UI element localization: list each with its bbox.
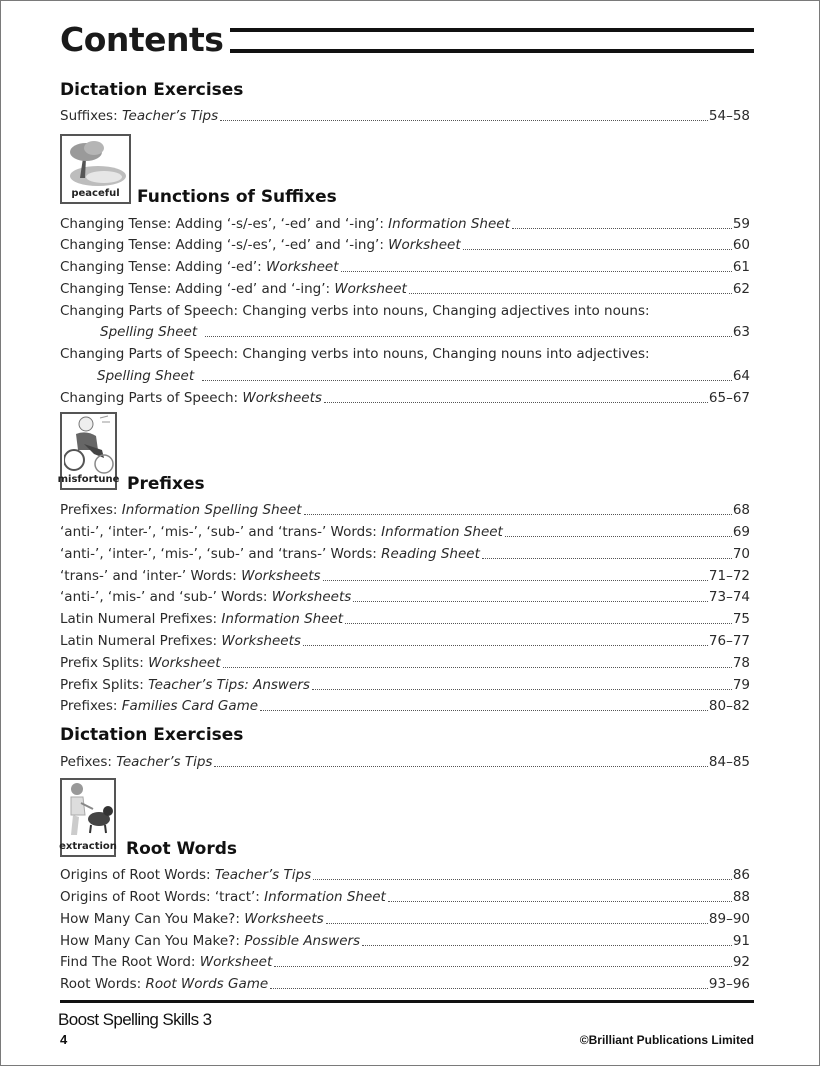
toc-entry-pages: 68 [732,502,750,518]
toc-entry[interactable] [60,631,750,651]
boy-on-bicycle-illustration [64,414,114,474]
dot-leader [341,270,732,272]
toc-entry-title: ‘anti-’, ‘inter-’, ‘mis-’, ‘sub-’ and ‘trans-’ Words: Information Sheet [60,524,503,540]
boy-with-dog-illustration [63,781,113,841]
toc-entry-title: Changing Parts of Speech: Worksheets [60,390,322,406]
title-rule-top [230,28,754,32]
dot-leader [353,600,708,602]
toc-entry[interactable] [60,865,750,885]
dot-leader [505,535,732,537]
icon-label: misfortune [57,474,120,485]
toc-entry-pages: 60 [732,237,750,253]
dot-leader [312,688,732,690]
footer-rule [60,1000,754,1003]
dot-leader [313,878,732,880]
section-heading-dictation-exercises: Dictation Exercises [60,725,244,745]
dot-leader [463,248,732,250]
toc-entry[interactable] [60,696,750,716]
toc-entry-title: ‘anti-’, ‘mis-’ and ‘sub-’ Words: Worksheets [60,589,352,605]
toc-entry-pages: 92 [732,954,750,970]
dot-leader [214,765,707,767]
dot-leader [304,513,732,515]
toc-entry[interactable] [60,106,750,126]
toc-entry-pages: 54–58 [708,108,750,124]
toc-entry-title-continued: Spelling Sheet [100,324,198,340]
toc-entry[interactable] [60,653,750,673]
dot-leader [324,401,708,403]
toc-entry[interactable] [60,279,750,299]
toc-entry-pages: 84–85 [708,754,750,770]
toc-entry-pages: 75 [732,611,750,627]
title-rule-bottom [230,49,754,53]
toc-entry-pages: 59 [732,216,750,232]
toc-entry-pages: 89–90 [708,911,750,927]
toc-entry[interactable] [60,887,750,907]
toc-entry-title: Changing Tense: Adding ‘-ed’ and ‘-ing’: Worksheet [60,281,407,297]
icon-label: extraction [59,841,117,852]
toc-entry[interactable] [60,257,750,277]
toc-entry-pages: 86 [732,867,750,883]
toc-entry[interactable] [60,235,750,255]
toc-entry-title: How Many Can You Make?: Possible Answers [60,933,361,949]
toc-entry[interactable] [100,322,750,342]
toc-entry[interactable] [60,931,750,951]
toc-entry-pages: 62 [732,281,750,297]
toc-entry-pages: 91 [732,933,750,949]
tree-pond-illustration [64,138,128,188]
toc-entry-title: ‘trans-’ and ‘inter-’ Words: Worksheets [60,568,321,584]
toc-entry-pages: 71–72 [708,568,750,584]
toc-entry-first-line[interactable] [60,344,750,364]
toc-entry-pages: 69 [732,524,750,540]
footer-book-title: Boost Spelling Skills 3 [58,1010,212,1029]
dot-leader [220,119,708,121]
toc-entry-title: Changing Parts of Speech: Changing verbs into nouns, Changing nouns into adjectives: [60,346,650,362]
toc-entry-title: Root Words: Root Words Game [60,976,269,992]
section-heading-functions-of-suffixes: Functions of Suffixes [137,187,337,207]
toc-entry[interactable] [60,909,750,929]
toc-entry[interactable] [60,388,750,408]
toc-entry[interactable] [60,587,750,607]
toc-entry-pages: 64 [732,368,750,384]
toc-entry-pages: 78 [732,655,750,671]
page-title: Contents [60,20,224,59]
dot-leader [362,944,732,946]
icon-label: peaceful [71,188,120,199]
toc-entry[interactable] [60,500,750,520]
dot-leader [303,644,708,646]
toc-entry[interactable] [60,609,750,629]
toc-entry-title: Prefixes: Families Card Game [60,698,259,714]
dot-leader [274,965,732,967]
toc-entry[interactable] [60,214,750,234]
boy-on-bicycle-picture-icon [57,412,120,490]
toc-entry-title: Changing Tense: Adding ‘-ed’: Worksheet [60,259,339,275]
toc-entry-pages: 80–82 [708,698,750,714]
section-heading-dictation-exercises: Dictation Exercises [60,80,244,100]
dot-leader [482,557,732,559]
toc-entry[interactable] [97,366,750,386]
toc-entry[interactable] [60,675,750,695]
dot-leader [345,622,732,624]
toc-entry-pages: 79 [732,677,750,693]
section-heading-root-words: Root Words [126,839,237,859]
dot-leader [260,709,708,711]
dot-leader [512,227,732,229]
toc-entry-title: Latin Numeral Prefixes: Information Sheet [60,611,344,627]
toc-entry-pages: 61 [732,259,750,275]
dot-leader [205,335,732,337]
toc-entry-first-line[interactable] [60,301,750,321]
dot-leader [270,987,708,989]
toc-entry[interactable] [60,752,750,772]
tree-pond-picture-icon [60,134,131,204]
toc-entry-pages: 76–77 [708,633,750,649]
toc-entry[interactable] [60,544,750,564]
toc-entry[interactable] [60,974,750,994]
toc-entry-title: Suffixes: Teacher’s Tips [60,108,219,124]
toc-entry-title: Latin Numeral Prefixes: Worksheets [60,633,301,649]
toc-entry[interactable] [60,522,750,542]
dot-leader [388,900,732,902]
section-heading-prefixes: Prefixes [127,474,205,494]
toc-entry-pages: 65–67 [708,390,750,406]
toc-entry-pages: 70 [732,546,750,562]
toc-entry[interactable] [60,566,750,586]
toc-entry-pages: 88 [732,889,750,905]
dot-leader [202,379,732,381]
footer-copyright: ©Brilliant Publications Limited [579,1033,754,1047]
dot-leader [326,922,708,924]
toc-entry-title: Prefix Splits: Teacher’s Tips: Answers [60,677,310,693]
toc-entry-pages: 63 [732,324,750,340]
dot-leader [223,666,732,668]
boy-with-dog-picture-icon [60,778,116,857]
dot-leader [323,579,708,581]
dot-leader [409,292,732,294]
toc-entry-title: Prefix Splits: Worksheet [60,655,221,671]
toc-entry-title: Origins of Root Words: Teacher’s Tips [60,867,312,883]
toc-entry-title: Changing Tense: Adding ‘-s/-es’, ‘-ed’ and ‘-ing’: Worksheet [60,237,461,253]
toc-entry-title: Changing Parts of Speech: Changing verbs into nouns, Changing adjectives into nouns: [60,303,650,319]
toc-entry-title-continued: Spelling Sheet [97,368,195,384]
toc-entry-title: Pefixes: Teacher’s Tips [60,754,213,770]
toc-entry[interactable] [60,952,750,972]
toc-entry-title: How Many Can You Make?: Worksheets [60,911,324,927]
toc-entry-title: Changing Tense: Adding ‘-s/-es’, ‘-ed’ and ‘-ing’: Information Sheet [60,216,510,232]
toc-entry-pages: 73–74 [708,589,750,605]
toc-entry-title: Origins of Root Words: ‘tract’: Information Sheet [60,889,386,905]
toc-entry-title: Find The Root Word: Worksheet [60,954,273,970]
toc-entry-title: Prefixes: Information Spelling Sheet [60,502,302,518]
footer-page-number: 4 [60,1032,68,1047]
toc-entry-pages: 93–96 [708,976,750,992]
toc-entry-title: ‘anti-’, ‘inter-’, ‘mis-’, ‘sub-’ and ‘trans-’ Words: Reading Sheet [60,546,480,562]
